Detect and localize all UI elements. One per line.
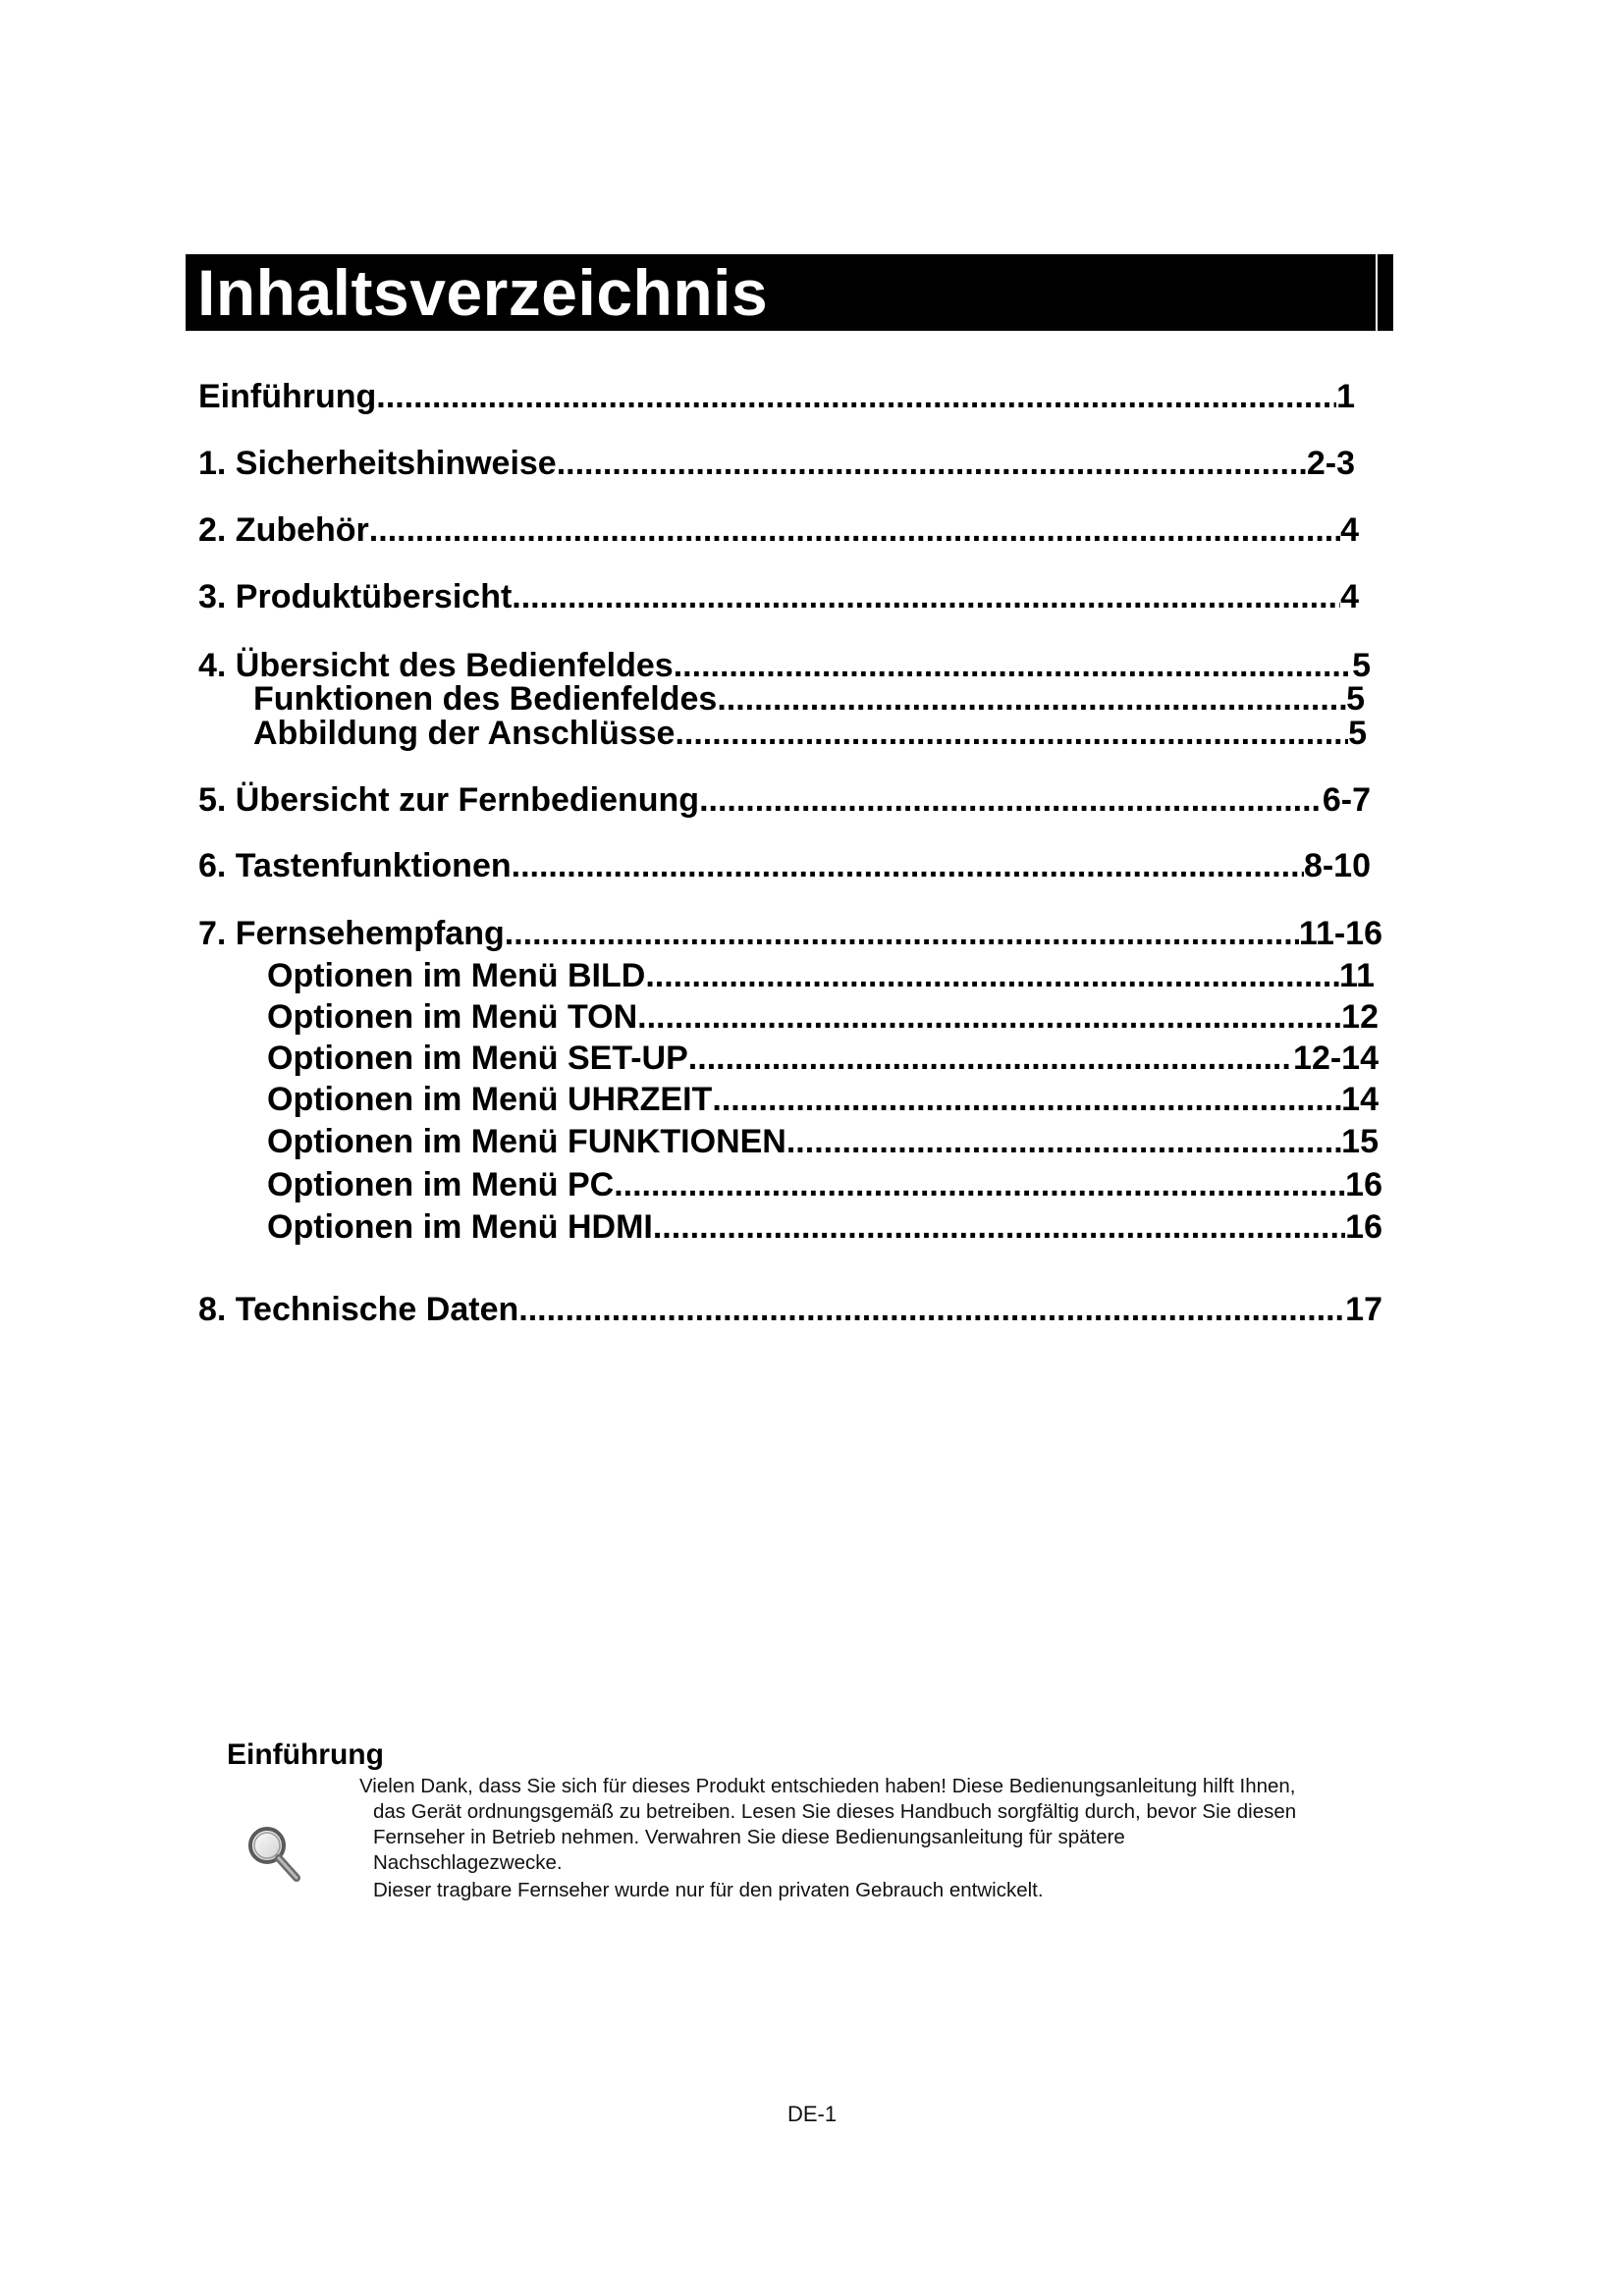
page-title: Inhaltsverzeichnis	[197, 256, 769, 329]
toc-entry-label: Optionen im Menü PC	[267, 1166, 615, 1203]
toc-entry-page: 11	[1339, 957, 1375, 994]
toc-entry-page: 4	[1340, 578, 1359, 615]
toc-entry-label: Funktionen des Bedienfeldes	[253, 680, 718, 718]
toc-entry-page: 5	[1352, 647, 1371, 684]
intro-heading: Einführung	[227, 1738, 384, 1771]
toc-title-bar	[186, 254, 1393, 331]
toc-entry-menue-hdmi[interactable]	[267, 1207, 1382, 1247]
toc-entry-label: Optionen im Menü SET-UP	[267, 1040, 688, 1077]
toc-entry-label: Optionen im Menü FUNKTIONEN	[267, 1123, 786, 1160]
toc-entry-menue-pc[interactable]	[267, 1165, 1382, 1204]
toc-entry-sicherheitshinweise[interactable]	[198, 444, 1355, 483]
toc-entry-page: 12-14	[1293, 1040, 1379, 1077]
intro-line: Nachschlagezwecke.	[373, 1851, 563, 1874]
toc-entry-page: 16	[1345, 1166, 1382, 1203]
toc-entry-page: 11-16	[1298, 915, 1382, 952]
intro-line: Vielen Dank, dass Sie sich für dieses Produkt entschieden haben! Diese Bedienungsanleitung hilft Ihnen,	[359, 1775, 1296, 1797]
toc-entry-label: 5. Übersicht zur Fernbedienung	[198, 781, 700, 819]
magnifier-icon	[242, 1821, 310, 1890]
toc-entry-einfuehrung[interactable]	[198, 377, 1355, 416]
toc-entry-label: Optionen im Menü HDMI	[267, 1208, 653, 1246]
intro-line: das Gerät ordnungsgemäß zu betreiben. Lesen Sie dieses Handbuch sorgfältig durch, bevor Sie diesen	[373, 1800, 1297, 1823]
toc-entry-label: Optionen im Menü TON	[267, 998, 638, 1036]
toc-entry-fernbedienung[interactable]	[198, 780, 1371, 820]
intro-line: Dieser tragbare Fernseher wurde nur für den privaten Gebrauch entwickelt.	[373, 1879, 1044, 1901]
toc-entry-label: 4. Übersicht des Bedienfeldes	[198, 647, 674, 684]
toc-entry-page: 6-7	[1322, 781, 1371, 819]
toc-entry-label: Einführung	[198, 378, 377, 415]
toc-entry-page: 16	[1345, 1208, 1382, 1246]
title-bar-stripe	[1376, 254, 1378, 331]
toc-entry-label: 2. Zubehör	[198, 511, 369, 549]
toc-entry-label: 1. Sicherheitshinweise	[198, 445, 557, 482]
toc-entry-label: Optionen im Menü UHRZEIT	[267, 1081, 713, 1118]
toc-entry-page: 5	[1346, 680, 1365, 718]
toc-entry-label: 6. Tastenfunktionen	[198, 847, 512, 884]
toc-entry-menue-ton[interactable]	[267, 997, 1379, 1037]
toc-entry-menue-uhrzeit[interactable]	[267, 1080, 1379, 1119]
toc-entry-page: 8-10	[1303, 847, 1371, 884]
toc-entry-label: Optionen im Menü BILD	[267, 957, 646, 994]
toc-entry-technische-daten[interactable]	[198, 1290, 1382, 1329]
toc-entry-page: 2-3	[1306, 445, 1355, 482]
toc-entry-zubehoer[interactable]	[198, 510, 1359, 550]
toc-entry-page: 5	[1348, 715, 1367, 752]
toc-entry-label: 8. Technische Daten	[198, 1291, 519, 1328]
toc-entry-anschluesse[interactable]	[253, 714, 1367, 753]
intro-line: Fernseher in Betrieb nehmen. Verwahren Sie diese Bedienungsanleitung für spätere	[373, 1826, 1125, 1848]
toc-entry-menue-funktionen[interactable]	[267, 1122, 1379, 1161]
toc-entry-fernsehempfang[interactable]	[198, 914, 1382, 953]
toc-entry-tastenfunktionen[interactable]	[198, 846, 1371, 885]
toc-entry-page: 12	[1341, 998, 1379, 1036]
toc-entry-page: 1	[1336, 378, 1355, 415]
toc-entry-menue-setup[interactable]	[267, 1039, 1379, 1078]
toc-entry-page: 17	[1345, 1291, 1382, 1328]
toc-entry-produktuebersicht[interactable]	[198, 577, 1359, 616]
toc-entry-label: 7. Fernsehempfang	[198, 915, 505, 952]
toc-entry-page: 14	[1341, 1081, 1379, 1118]
toc-entry-page: 15	[1341, 1123, 1379, 1160]
toc-entry-label: 3. Produktübersicht	[198, 578, 513, 615]
toc-entry-page: 4	[1340, 511, 1359, 549]
toc-entry-label: Abbildung der Anschlüsse	[253, 715, 676, 752]
toc-entry-funktionen-bedienfeld[interactable]	[253, 679, 1365, 719]
toc-entry-menue-bild[interactable]	[267, 956, 1375, 995]
page-number: DE-1	[786, 2102, 838, 2126]
